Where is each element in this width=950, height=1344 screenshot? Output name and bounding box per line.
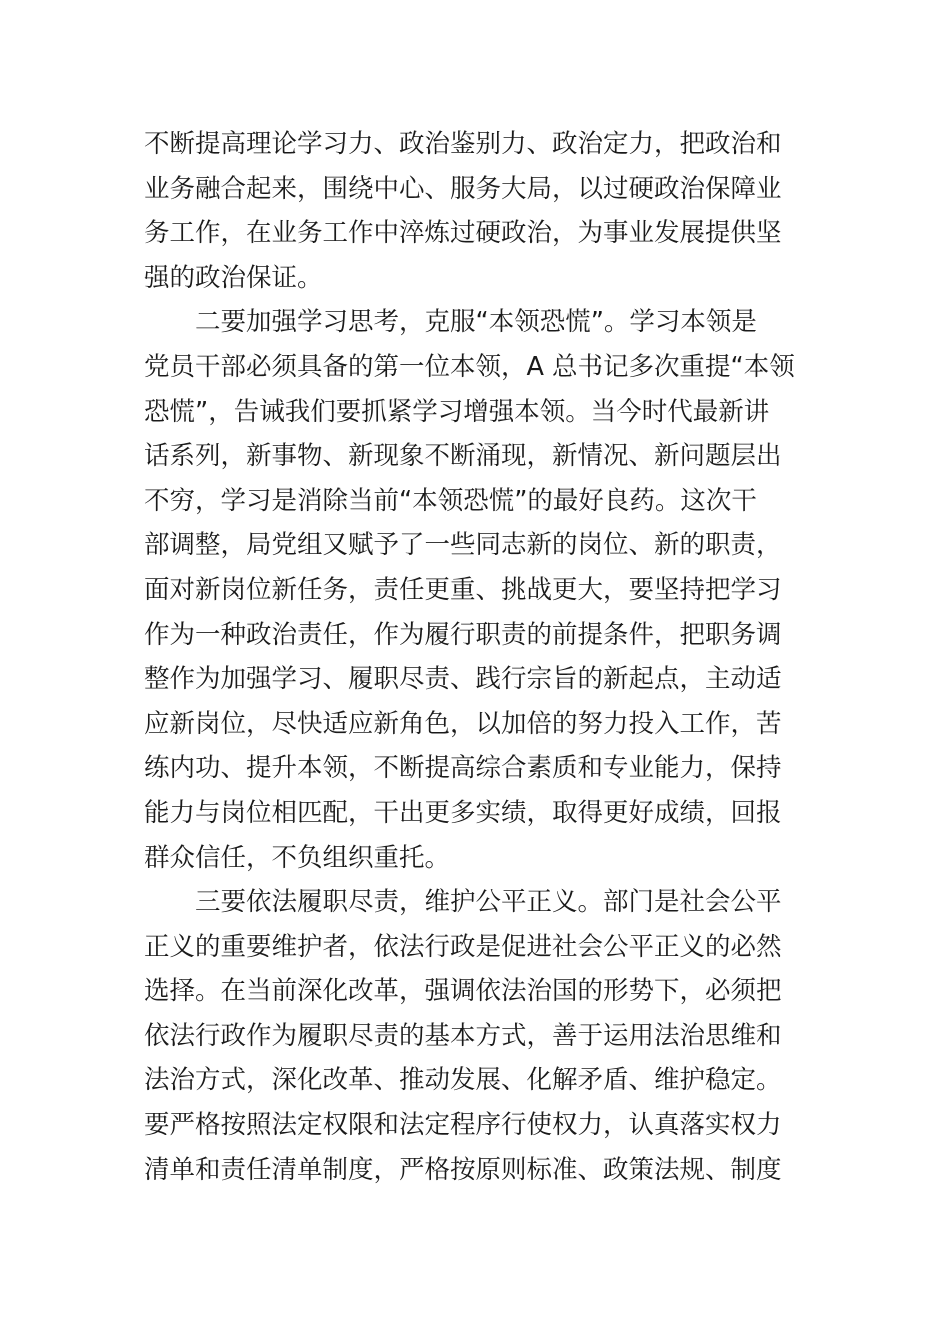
text-line: 应新岗位，尽快适应新角色，以加倍的努力投入工作，苦 — [144, 708, 782, 739]
text-line: 选择。在当前深化改革，强调依法治国的形势下，必须把 — [144, 976, 782, 1007]
text-line: 务工作，在业务工作中淬炼过硬政治，为事业发展提供坚 — [144, 218, 782, 249]
text-line: 三要依法履职尽责，维护公平正义。部门是社会公平 — [144, 887, 782, 918]
text-line: 业务融合起来，围绕中心、服务大局，以过硬政治保障业 — [144, 173, 782, 204]
text-line: 不穷，学习是消除当前“本领恐慌”的最好良药。这次干 — [144, 485, 757, 516]
text-line: 能力与岗位相匹配，干出更多实绩，取得更好成绩，回报 — [144, 797, 782, 828]
text-line: 群众信任，不负组织重托。 — [144, 842, 451, 873]
text-line: 清单和责任清单制度，严格按原则标准、政策法规、制度 — [144, 1154, 782, 1185]
text-line: 要严格按照法定权限和法定程序行使权力，认真落实权力 — [144, 1110, 782, 1141]
text-line: 正义的重要维护者，依法行政是促进社会公平正义的必然 — [144, 931, 782, 962]
text-line: 依法行政作为履职尽责的基本方式，善于运用法治思维和 — [144, 1020, 782, 1051]
text-line: 练内功、提升本领，不断提高综合素质和专业能力，保持 — [144, 753, 782, 784]
text-line: 整作为加强学习、履职尽责、践行宗旨的新起点，主动适 — [144, 664, 782, 695]
text-line: 法治方式，深化改革、推动发展、化解矛盾、维护稳定。 — [144, 1065, 782, 1096]
text-line: 不断提高理论学习力、政治鉴别力、政治定力，把政治和 — [144, 129, 782, 159]
text-line: 二要加强学习思考，克服“本领恐慌”。学习本领是 — [144, 307, 757, 338]
document-page — [144, 122, 806, 1192]
text-line: 作为一种政治责任，作为履行职责的前提条件，把职务调 — [144, 619, 782, 650]
text-line: 恐慌”，告诫我们要抓紧学习增强本领。当今时代最新讲 — [144, 396, 770, 427]
text-line: 话系列，新事物、新现象不断涌现，新情况、新问题层出 — [144, 441, 782, 472]
text-line: 部调整，局党组又赋予了一些同志新的岗位、新的职责， — [144, 530, 782, 561]
text-line: 面对新岗位新任务，责任更重、挑战更大，要坚持把学习 — [144, 574, 782, 605]
text-line: 强的政治保证。 — [144, 262, 323, 293]
text-line: 党员干部必须具备的第一位本领，A 总书记多次重提“本领 — [144, 351, 795, 382]
